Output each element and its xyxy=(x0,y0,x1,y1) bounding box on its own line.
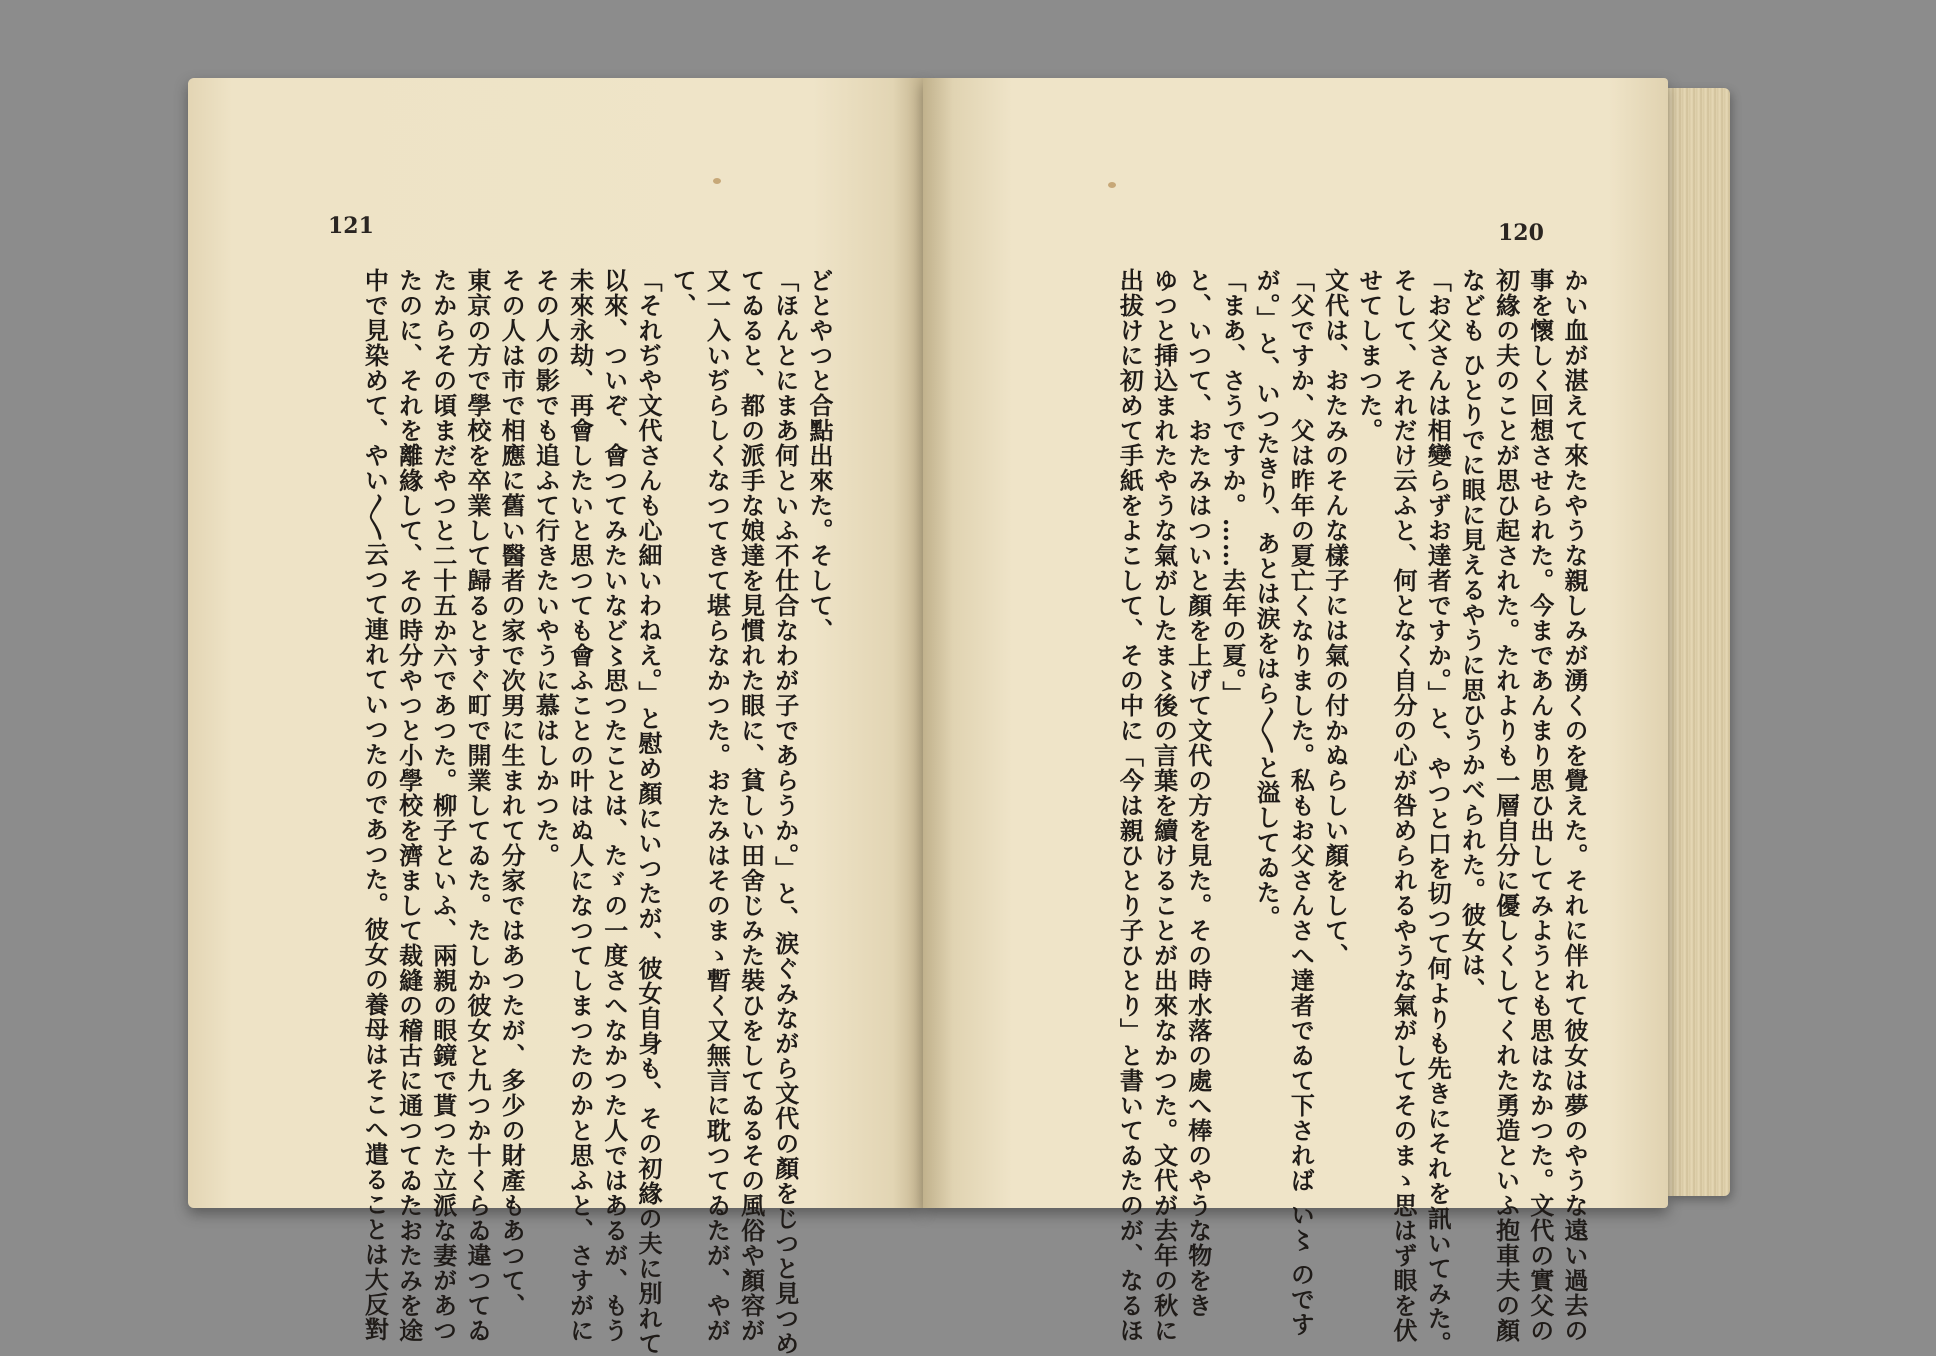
text-column: 東京の方で學校を卒業して歸るとすぐ町で開業してゐた。たしか彼女と九つか十くらゐ違つてゐ xyxy=(462,268,492,1343)
text-column: 「それぢや文代さんも心細いわねえ。」と慰め顏にいつたが、彼女自身も、その初緣の夫に別れて xyxy=(633,268,663,1356)
text-column: 又一入いぢらしくなつてきて堪らなかつた。おたみはそのまゝ暫く又無言に耽つてゐたが、やが xyxy=(702,268,732,1343)
page-edges xyxy=(1668,88,1730,1196)
left-page xyxy=(188,78,923,1356)
text-column: せてしまつた。 xyxy=(1354,268,1384,443)
text-column: 「父ですか、父は昨年の夏亡くなりました。私もお父さんさへ達者でゐて下されば い〻 のです xyxy=(1286,268,1316,1337)
left-page-number: 121 xyxy=(328,213,374,239)
text-column: なども ひとりでに眼に見えるやうに思ひうかべられた。彼女は、 xyxy=(1457,268,1487,1003)
right-page-number: 120 xyxy=(1498,220,1544,246)
open-book xyxy=(188,78,1738,1356)
text-column: どとやつと合點出來た。そして、 xyxy=(805,268,834,643)
text-column: 「お父さんは相變らずお達者ですか。」と、やつと口を切つて何よりも先きにそれを訊いてみた。 xyxy=(1423,268,1453,1356)
right-page-text xyxy=(1071,268,1591,1356)
book-gutter xyxy=(893,78,953,1208)
text-column: 未來永劫、再會したいと思つても會ふことの叶はぬ人になつてしまつたのかと思ふと、さすがに xyxy=(565,268,595,1343)
paper-spot xyxy=(1108,182,1116,188)
paper-spot xyxy=(713,178,721,184)
text-column: その人の影でも追ふて行きたいやうに慕はしかつた。 xyxy=(531,268,561,868)
text-column: が。」と、いつたきり、あとは涙をはら〳〵と溢してゐた。 xyxy=(1252,268,1282,930)
text-column: その人は市で相應に舊い醫者の家で次男に生まれて分家ではあつたが、多少の財產もあつて、 xyxy=(497,268,527,1318)
text-column: かい血が湛えて來たやうな親しみが湧くのを覺えた。それに伴れて彼女は夢のやうな遠い過去の xyxy=(1560,268,1589,1343)
text-column: 出拔けに初めて手紙をよこして、その中に「今は親ひとり子ひとり」と書いてゐたのが、なるほ xyxy=(1115,268,1145,1343)
text-column: 「ほんとにまあ何といふ不仕合なわが子であらうか。」と、涙ぐみながら文代の顏をじつと見つめ xyxy=(770,268,800,1356)
right-page xyxy=(923,78,1668,1356)
left-page-text xyxy=(316,268,836,1356)
text-column: 事を懷しく回想させられた。今まであんまり思ひ出してみようとも思はなかつた。文代の實父の xyxy=(1525,268,1555,1343)
text-column: 中で見染めて、やい〳〵云つて連れていつたのであつた。彼女の養母はそこへ遣ることは大反對 xyxy=(360,268,390,1342)
text-column: 「まあ、さうですか。……去年の夏。」 xyxy=(1217,268,1247,706)
text-column: たのに、それを離緣して、その時分やつと小學校を濟まして裁縫の稽古に通つてゐたおたみを途 xyxy=(394,268,424,1343)
text-column: たからその頃まだやつと二十五か六であつた。柳子といふ、兩親の眼鏡で貰つた立派な妻があつ xyxy=(428,268,458,1343)
text-column: 以來、ついぞ、會つてみたいなど〻思つたことは、たゞの一度さへなかつた人ではあるが、もう xyxy=(599,268,629,1343)
text-column: ゆつと挿込まれたやうな氣がしたま〻後の言葉を續けることが出來なかつた。文代が去年の秋に xyxy=(1149,268,1179,1343)
text-column: 文代は、おたみのそんな樣子には氣の付かぬらしい顏をして、 xyxy=(1320,268,1350,968)
text-column: と、いつて、おたみはついと顏を上げて文代の方を見た。その時水落の處へ棒のやうな物をき xyxy=(1183,268,1213,1318)
text-column: 初緣の夫のことが思ひ起された。たれよりも一層自分に優しくしてくれた勇造といふ抱車夫の顏 xyxy=(1491,268,1521,1343)
text-column: て、 xyxy=(668,268,698,318)
text-column: そして、それだけ云ふと、何となく自分の心が咎められるやうな氣がしてそのまゝ思はず眼を伏 xyxy=(1388,268,1418,1343)
text-column: てゐると、都の派手な娘達を見慣れた眼に、貧しい田舍じみた裝ひをしてゐるその風俗や顏容が xyxy=(736,268,766,1343)
